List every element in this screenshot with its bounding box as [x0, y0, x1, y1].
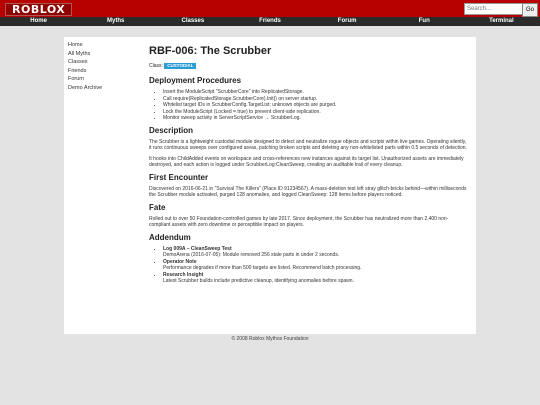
description-heading: Description [149, 125, 194, 135]
addendum-heading: Addendum [149, 232, 191, 242]
addendum-list [149, 246, 467, 285]
fate-paragraph: Rolled out to over 50 Foundation-controlled games by late 2017. Since deployment, the Scrubber has neutralized more than 2,400 non-compliant assets with zero downtime or perceptible impact on players. [149, 215, 449, 228]
sidebar-link-demo-archive[interactable]: Demo Archive [68, 84, 103, 91]
addendum-item-text: Latest Scrubber builds include predictive cleanup, identifying anomalies before spawn. [163, 278, 354, 284]
page-title: RBF-006: The Scrubber [149, 45, 272, 57]
top-header-bar [0, 0, 540, 17]
main-navigation [0, 17, 540, 26]
addendum-item-title: • Research Insight [163, 271, 204, 278]
sidebar-link-forum[interactable]: Forum [68, 76, 84, 82]
addendum-item [163, 259, 467, 272]
first-encounter-paragraph: Discovered on 2016-06-21 in "Survival The Killers" (Place ID 91234567). A mass-deletion test left stray glitch-bricks behind—within milliseconds the Scrubber module activated, purged 128 anomalies, and logged CleanSweep: 128 items before players noticed. [149, 185, 467, 198]
go-button[interactable]: Go [522, 3, 538, 17]
deployment-list [149, 89, 467, 122]
nav-friends[interactable]: Friends [259, 18, 281, 24]
description-paragraph-2: It hooks into ChildAdded events on workspace and cross-references new instances against its target list. Unauthorized assets are immediately destroyed, and each action is logged under ScrubberLog:CleanSweep, creating an auditable trail of every cleanup. [149, 155, 464, 168]
nav-classes[interactable]: Classes [181, 18, 205, 24]
description-paragraph-1: The Scrubber is a lightweight custodial module designed to detect and neutralize rogue objects and scripts within live games. Operating silently, it runs continuous sweeps over configured areas, patching broken scripts and deleting any non-whitelisted parts within 0.5 seconds of detection. [149, 138, 467, 151]
class-label: Class: [149, 63, 163, 69]
list-item: • Call require(ReplicatedStorage.ScrubberCore).Init() on server startup. [163, 96, 467, 103]
article [149, 45, 467, 289]
addendum-item [163, 246, 467, 259]
addendum-item-text: Performance degrades if more than 500 targets are listed. Recommend batch processing. [163, 265, 362, 271]
nav-terminal[interactable]: Terminal [489, 18, 514, 24]
sidebar-link-all-myths[interactable]: All Myths [68, 50, 91, 57]
addendum-item-text: DemoArena (2016-07-05): Module removed 256 stale parts in under 2 seconds. [163, 252, 340, 258]
addendum-item-title: • Log 009A – CleanSweep Test [163, 245, 232, 252]
list-item: • Insert the ModuleScript "ScrubberCore" into ReplicatedStorage. [163, 89, 467, 96]
first-encounter-heading: First Encounter [149, 172, 209, 182]
sidebar [68, 41, 128, 92]
addendum-item-title: • Operator Note [163, 258, 197, 265]
nav-forum[interactable]: Forum [337, 18, 357, 24]
sidebar-link-classes[interactable]: Classes [68, 59, 88, 65]
roblox-logo[interactable]: ROBLOX [5, 3, 72, 16]
fate-heading: Fate [149, 202, 166, 212]
sidebar-link-home[interactable]: Home [68, 42, 83, 48]
nav-home[interactable]: Home [30, 18, 47, 24]
class-line [149, 63, 467, 69]
class-badge: CUSTODIAL [164, 63, 196, 69]
content-panel [64, 37, 476, 334]
nav-myths[interactable]: Myths [107, 18, 125, 24]
footer-copyright: © 2008 Roblox Mythos Foundation [231, 336, 309, 342]
deployment-heading: Deployment Procedures [149, 76, 242, 85]
list-item: • Whitelist target IDs in ScrubberConfig.TargetList; unknown objects are purged. [163, 102, 467, 109]
list-item: • Lock the ModuleScript (Locked = true) to prevent client-side replication. [163, 109, 467, 116]
addendum-item [163, 272, 467, 285]
nav-fun[interactable]: Fun [418, 18, 430, 24]
sidebar-link-friends[interactable]: Friends [68, 67, 87, 74]
search-input[interactable]: Search... [464, 3, 524, 15]
list-item: • Monitor sweep activity in ServerScriptService → ScrubberLog. [163, 115, 467, 122]
